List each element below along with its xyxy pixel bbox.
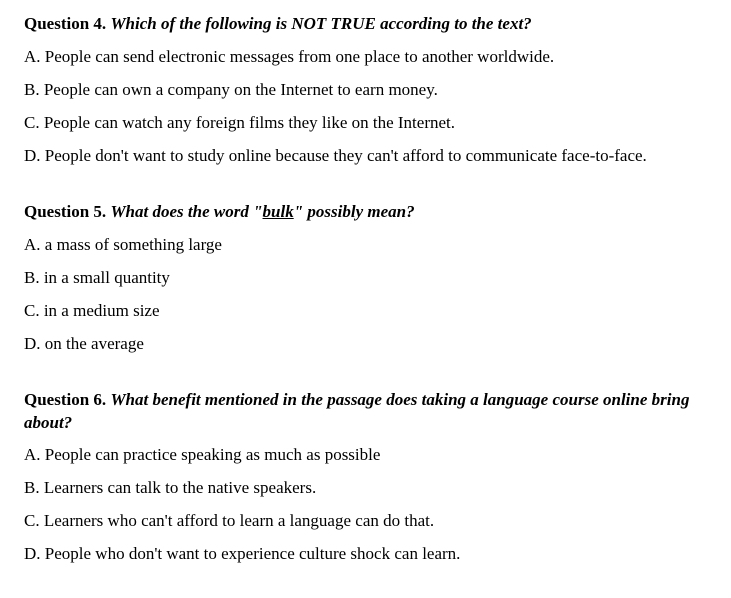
question-5-option-d: D. on the average bbox=[24, 334, 144, 353]
question-6-option-a: A. People can practice speaking as much as possible bbox=[24, 445, 381, 464]
question-6-option-b: B. Learners can talk to the native speakers. bbox=[24, 478, 317, 497]
question-5-label: Question 5. bbox=[24, 202, 107, 221]
question-6-label: Question 6. bbox=[24, 390, 107, 409]
question-6-option-c: C. Learners who can't afford to learn a language can do that. bbox=[24, 511, 435, 530]
question-5-prompt bbox=[110, 202, 414, 221]
question-4-option-d: D. People don't want to study online because they can't afford to communicate face-to-face. bbox=[24, 146, 647, 165]
question-5-keyword: bulk bbox=[262, 202, 294, 221]
question-6-option-d: D. People who don't want to experience culture shock can learn. bbox=[24, 544, 461, 563]
question-4-prompt: Which of the following is NOT TRUE according to the text? bbox=[110, 14, 532, 33]
question-6-heading bbox=[24, 388, 714, 434]
question-5-heading bbox=[24, 200, 714, 224]
question-4-option-b: B. People can own a company on the Internet to earn money. bbox=[24, 80, 438, 99]
question-4-option-c: C. People can watch any foreign films they like on the Internet. bbox=[24, 113, 456, 132]
quiz-page bbox=[24, 12, 714, 566]
question-4-option-a: A. People can send electronic messages from one place to another worldwide. bbox=[24, 47, 555, 66]
question-6 bbox=[24, 388, 714, 566]
question-5-prompt-before: What does the word " bbox=[110, 202, 263, 221]
question-5-option-a: A. a mass of something large bbox=[24, 235, 222, 254]
question-4-heading bbox=[24, 12, 714, 36]
question-5-option-c: C. in a medium size bbox=[24, 301, 160, 320]
spacer bbox=[24, 356, 714, 388]
question-5-prompt-after: " possibly mean? bbox=[293, 202, 415, 221]
question-4 bbox=[24, 12, 714, 168]
spacer bbox=[24, 168, 714, 200]
question-4-label: Question 4. bbox=[24, 14, 107, 33]
question-6-prompt: What benefit mentioned in the passage does taking a language course online bring about? bbox=[24, 390, 690, 432]
question-5-option-b: B. in a small quantity bbox=[24, 268, 170, 287]
question-5 bbox=[24, 200, 714, 356]
